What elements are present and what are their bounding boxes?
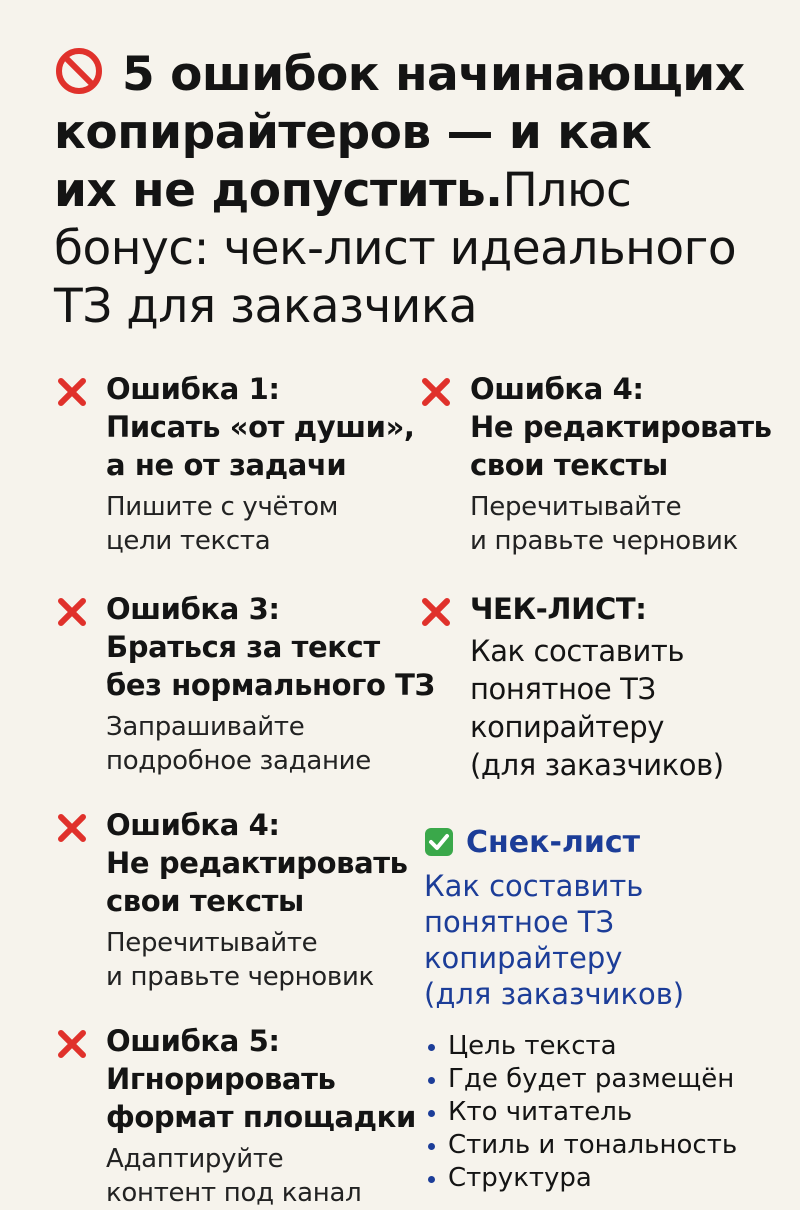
bullet-item: Стиль и тональность	[424, 1129, 794, 1162]
checklist-subtitle: Как составить понятное ТЗ копирайтеру (для заказчиков)	[424, 869, 685, 1011]
title-line-5: ТЗ для заказчика	[54, 279, 478, 334]
bullet-item: Кто читатель	[424, 1096, 794, 1129]
mistake-description: Пишите с учётом цели текста	[106, 492, 339, 556]
checklist-teaser-heading: ЧЕК-ЛИСТ:	[470, 592, 647, 626]
page-title	[54, 46, 784, 336]
checklist-block	[424, 824, 794, 1195]
mistake-card-1	[54, 370, 424, 558]
cross-icon	[54, 1026, 90, 1062]
title-line-2: копирайтеров — и как	[54, 105, 652, 160]
checklist-teaser	[418, 590, 788, 784]
mistake-description: Запрашивайте подробное задание	[106, 712, 371, 776]
mistake-card-5	[54, 1022, 424, 1210]
mistake-heading: Ошибка 4: Не редактировать свои тексты	[106, 808, 408, 918]
mistake-card-3	[54, 590, 444, 778]
title-line-1: 5 ошибок начинающих	[122, 47, 745, 102]
mistake-description: Перечитывайте и правьте черновик	[106, 928, 374, 992]
checklist-heading: Снек-лист	[424, 824, 794, 862]
bullet-item: Где будет размещён	[424, 1063, 794, 1096]
cross-icon	[54, 594, 90, 630]
cross-icon	[418, 594, 454, 630]
mistake-description: Адаптируйте контент под канал	[106, 1144, 362, 1208]
cross-icon	[54, 810, 90, 846]
mistake-heading: Ошибка 4: Не редактировать свои тексты	[470, 372, 772, 482]
mistake-heading: Ошибка 1: Писать «от души», а не от задачи	[106, 372, 415, 482]
checklist-bullets	[424, 1030, 794, 1195]
mistake-heading: Ошибка 5: Игнорировать формат площадки	[106, 1024, 416, 1134]
mistake-description: Перечитывайте и правьте черновик	[470, 492, 738, 556]
cross-icon	[54, 374, 90, 410]
bullet-item: Структура	[424, 1162, 794, 1195]
title-line-4: бонус: чек-лист идеального	[54, 221, 737, 276]
checklist-teaser-text: Как составить понятное ТЗ копирайтеру (для заказчиков)	[470, 634, 724, 782]
bullet-item: Цель текста	[424, 1030, 794, 1063]
cross-icon	[418, 374, 454, 410]
mistake-heading: Ошибка 3: Браться за текст без нормального ТЗ	[106, 592, 435, 702]
title-line-3-bold: их не допустить.	[54, 163, 503, 218]
prohibited-icon	[54, 46, 104, 96]
check-mark-icon	[424, 827, 454, 857]
mistake-card-4	[54, 806, 424, 994]
title-line-3-light: Плюс	[502, 163, 632, 218]
mistake-card-4-right	[418, 370, 788, 558]
